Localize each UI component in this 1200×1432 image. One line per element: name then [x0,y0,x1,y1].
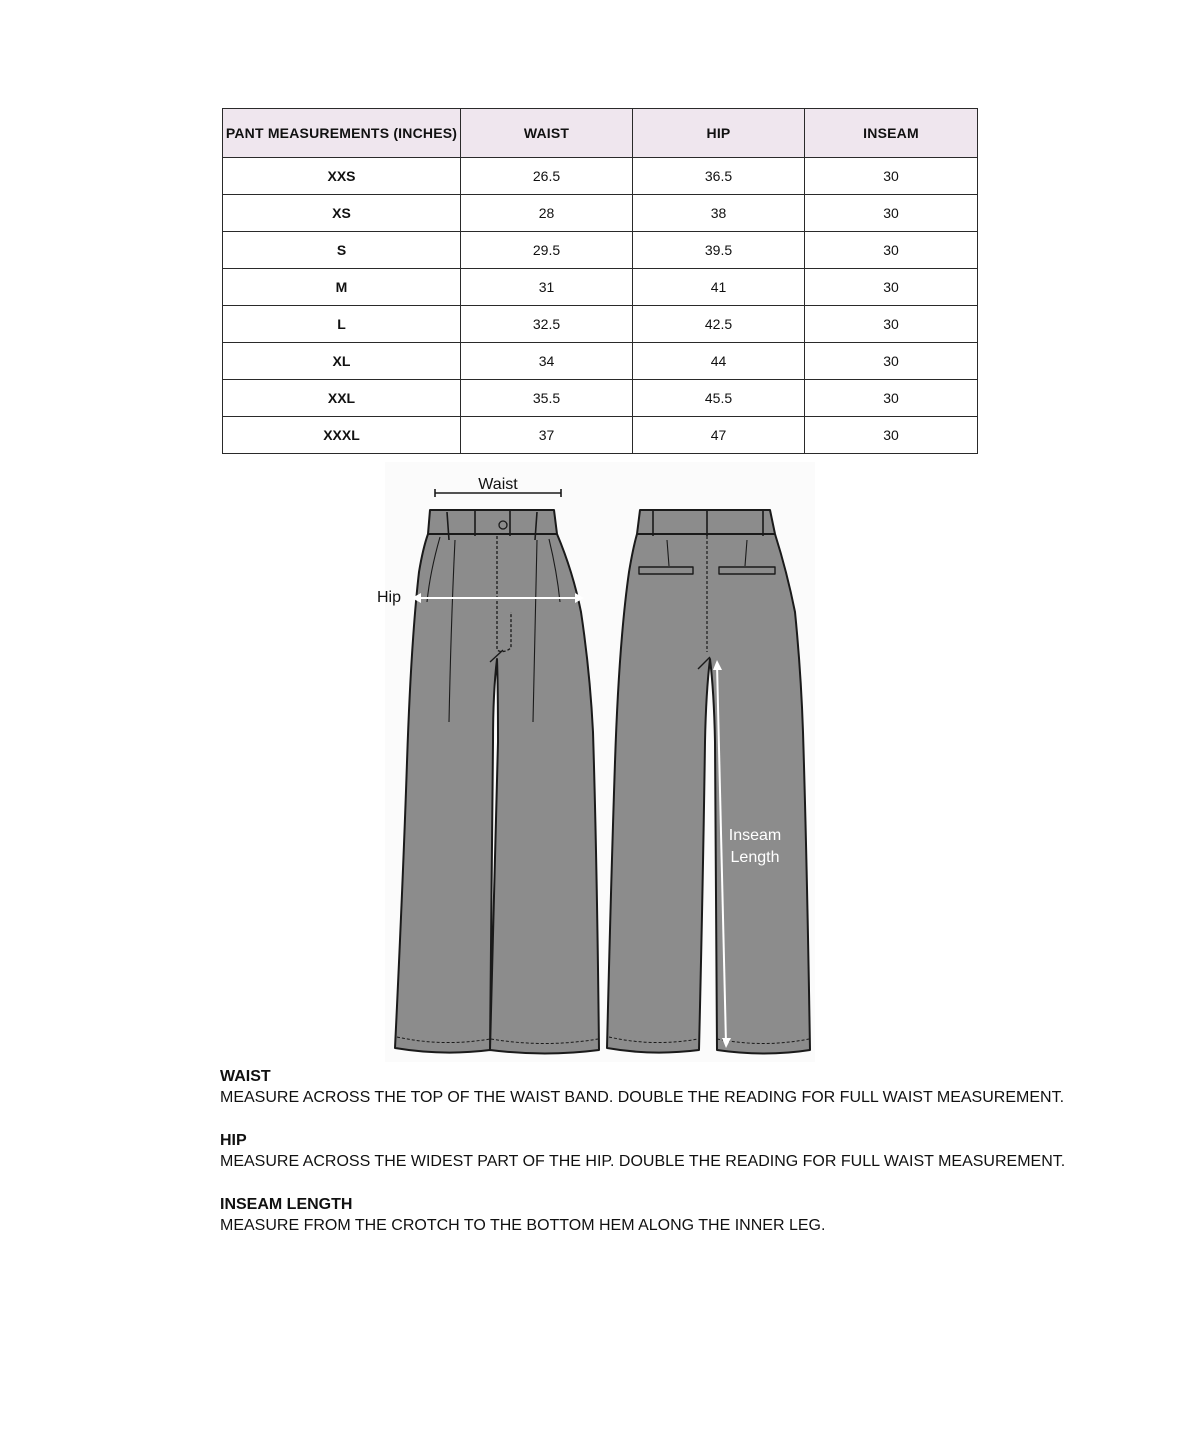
inseam-cell: 30 [805,195,978,232]
inseam-cell: 30 [805,158,978,195]
note-title: HIP [220,1132,247,1149]
waist-cell: 29.5 [461,232,633,269]
size-cell: S [223,232,461,269]
size-cell: XXL [223,380,461,417]
measurement-instructions [220,1067,1120,1259]
waist-cell: 34 [461,343,633,380]
hip-label: Hip [376,589,402,606]
note-hip [220,1131,1120,1173]
size-cell: XXS [223,158,461,195]
waist-cell: 31 [461,269,633,306]
pants-measurement-diagram [376,462,815,1062]
size-cell: XL [223,343,461,380]
inseam-label-line1: Inseam [728,827,782,844]
note-waist [220,1067,1120,1109]
header-waist: WAIST [461,109,633,158]
hip-cell: 45.5 [633,380,805,417]
waist-cell: 32.5 [461,306,633,343]
inseam-cell: 30 [805,232,978,269]
inseam-label-line2: Length [730,849,780,866]
size-cell: M [223,269,461,306]
waist-cell: 26.5 [461,158,633,195]
header-inseam: INSEAM [805,109,978,158]
inseam-cell: 30 [805,380,978,417]
note-body: MEASURE ACROSS THE WIDEST PART OF THE HIP. DOUBLE THE READING FOR FULL WAIST MEASUREMENT. [220,1153,1066,1170]
note-title: INSEAM LENGTH [220,1196,353,1213]
header-pant-measurements: PANT MEASUREMENTS (INCHES) [223,109,461,158]
hip-cell: 39.5 [633,232,805,269]
inseam-cell: 30 [805,343,978,380]
table-row [223,380,978,417]
header-hip: HIP [633,109,805,158]
hip-cell: 47 [633,417,805,454]
table-row [223,195,978,232]
inseam-cell: 30 [805,269,978,306]
pants-illustration [376,462,815,1062]
table-row [223,417,978,454]
hip-cell: 36.5 [633,158,805,195]
inseam-cell: 30 [805,417,978,454]
inseam-cell: 30 [805,306,978,343]
hip-cell: 41 [633,269,805,306]
table-row [223,158,978,195]
front-pants [395,510,599,1054]
size-cell: XXXL [223,417,461,454]
note-body: MEASURE ACROSS THE TOP OF THE WAIST BAND. DOUBLE THE READING FOR FULL WAIST MEASUREMENT. [220,1089,1065,1106]
waist-cell: 37 [461,417,633,454]
table-header-row [223,109,978,158]
note-body: MEASURE FROM THE CROTCH TO THE BOTTOM HEM ALONG THE INNER LEG. [220,1217,826,1234]
hip-cell: 38 [633,195,805,232]
waist-label: Waist [478,476,518,493]
note-inseam-length [220,1195,1120,1237]
waist-cell: 35.5 [461,380,633,417]
hip-cell: 42.5 [633,306,805,343]
table-row [223,232,978,269]
size-cell: XS [223,195,461,232]
table-row [223,343,978,380]
waist-cell: 28 [461,195,633,232]
hip-cell: 44 [633,343,805,380]
size-cell: L [223,306,461,343]
table-row [223,269,978,306]
note-title: WAIST [220,1068,271,1085]
table-row [223,306,978,343]
size-chart-table [222,108,978,454]
